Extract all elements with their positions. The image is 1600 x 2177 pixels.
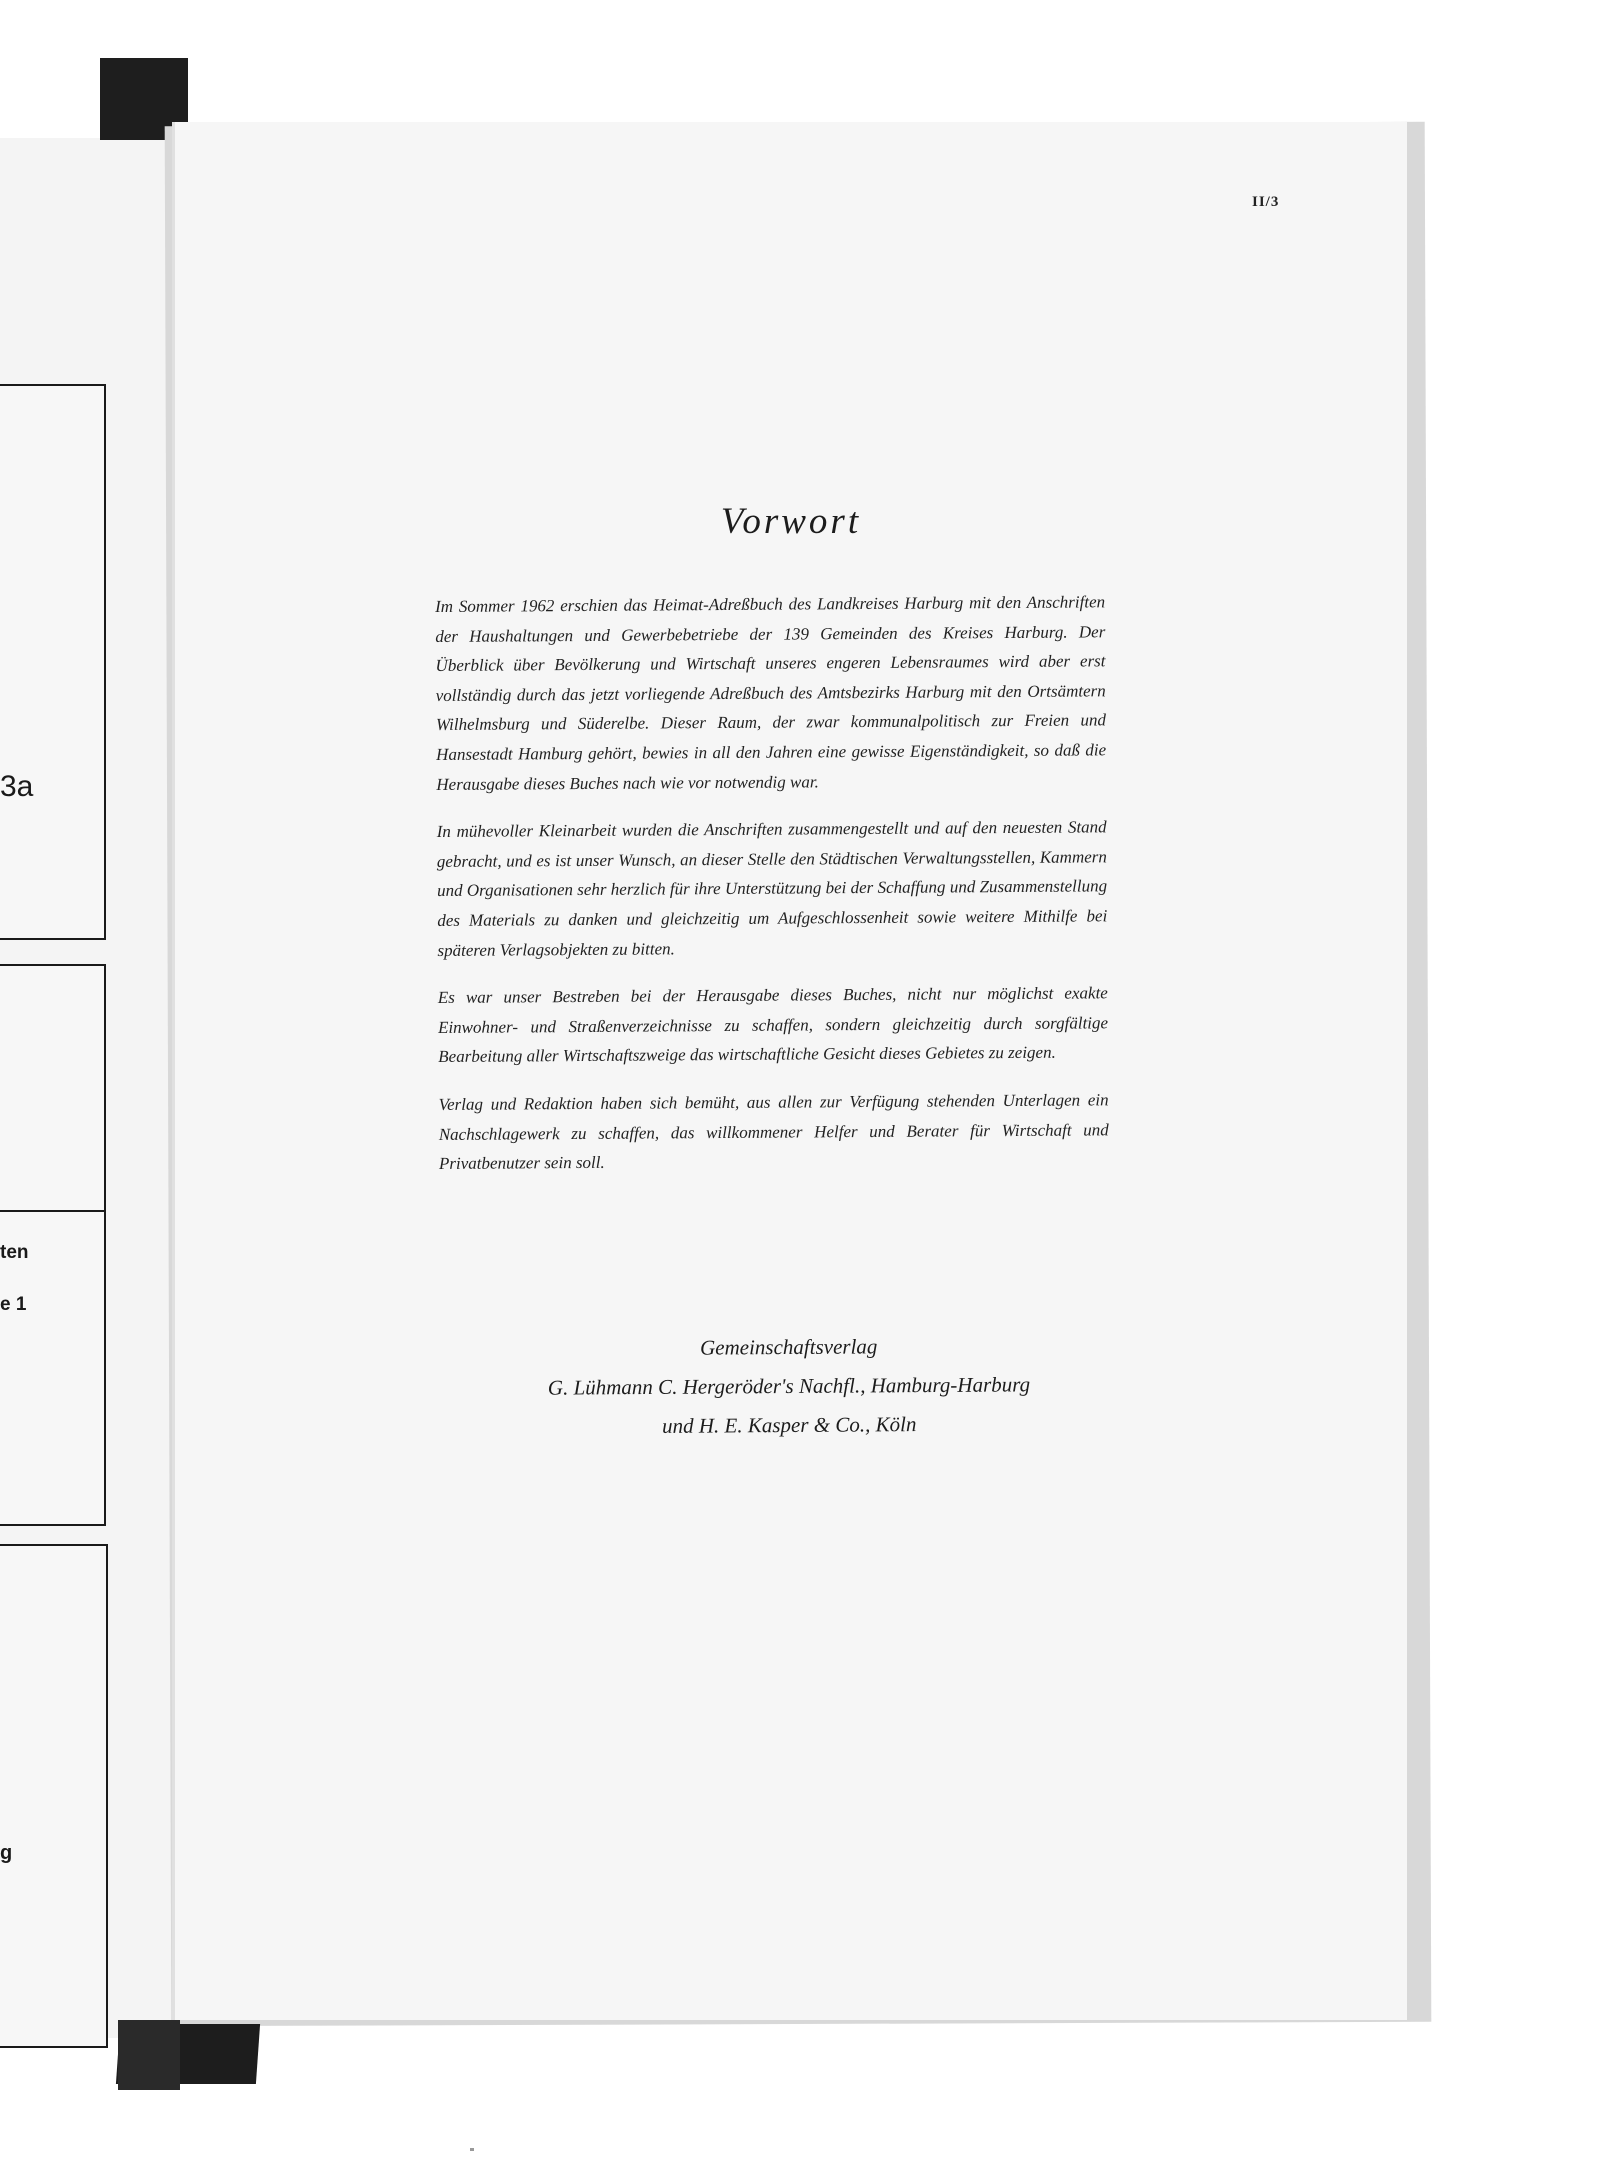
binding-tape-bottom (118, 2020, 180, 2090)
previous-page-fragment: g (0, 1842, 13, 1864)
page-title: Vorwort (720, 501, 862, 542)
previous-page-box (0, 1544, 108, 2048)
previous-page (0, 138, 174, 2038)
previous-page-box (0, 384, 106, 940)
paragraph: Im Sommer 1962 erschien das Heimat-Adreßbuch des Landkreises Harburg mit den Anschriften der Haushaltungen und Gewerbebetriebe der 139 Gemeinden des Kreises Harburg. Der Überblick über Bevölkerung und Wirtschaft unseres engeren Lebensraumes wird aber erst vollständig durch das jetzt vorliegende Adreßbuch des Amtsbezirks Harburg mit den Ortsämtern Wilhelmsburg und Süderelbe. Dieser Raum, der zwar kommunalpolitisch zur Freien und Hansestadt Hamburg gehört, bewies in all den Jahren eine gewisse Eigenständigkeit, so daß die Herausgabe dieses Buches nach wie vor notwendig war. (435, 592, 1107, 794)
signature-line: Gemeinschaftsverlag (699, 1334, 878, 1360)
paragraph: In mühevoller Kleinarbeit wurden die Anschriften zusammengestellt und auf den neuesten Stand gebracht, und es ist unser Wunsch, an dieser Stelle den Städtischen Verwaltungsstellen, Kammern und Organisationen sehr herzlich für ihre Unterstützung bei der Schaffung und Zusammenstellung des Materials zu danken und gleichzeitig um Aufgeschlossenheit sowie weitere Mithilfe bei späteren Verlagsobjekten zu bitten. (436, 817, 1108, 960)
scan-background-top (0, 0, 1600, 58)
foreword-body (435, 587, 1109, 1196)
previous-page-fragment: ten (0, 1242, 29, 1263)
paragraph: Verlag und Redaktion haben sich bemüht, aus allen zur Verfügung stehenden Unterlagen ein Nachschlagewerk zu schaffen, das willkommener Helfer und Berater für Wirtschaft und Privatbenutzer sein soll. (438, 1090, 1109, 1174)
paragraph: Es war unser Bestreben bei der Herausgabe dieses Buches, nicht nur möglichst exakte Einwohner- und Straßenverzeichnisse zu schaffen, sondern gleichzeitig durch sorgfältige Bearbeitung aller Wirtschaftszweige das wirtschaftliche Gesicht dieses Gebietes zu zeigen. (437, 983, 1109, 1067)
document-page (172, 122, 1407, 2020)
previous-page-fragment: e 1 (0, 1294, 27, 1315)
scan-dust-speck (470, 2148, 474, 2151)
signature-line: und H. E. Kasper & Co., Köln (662, 1412, 917, 1438)
publisher-signature (175, 1324, 1404, 1450)
scan-background-bottom (0, 2118, 1600, 2177)
signature-line: G. Lühmann C. Hergeröder's Nachfl., Hamburg-Harburg (547, 1372, 1031, 1400)
previous-page-fragment: 3a (0, 770, 34, 803)
page-number: II/3 (1252, 194, 1280, 210)
previous-page-box (0, 964, 106, 1214)
